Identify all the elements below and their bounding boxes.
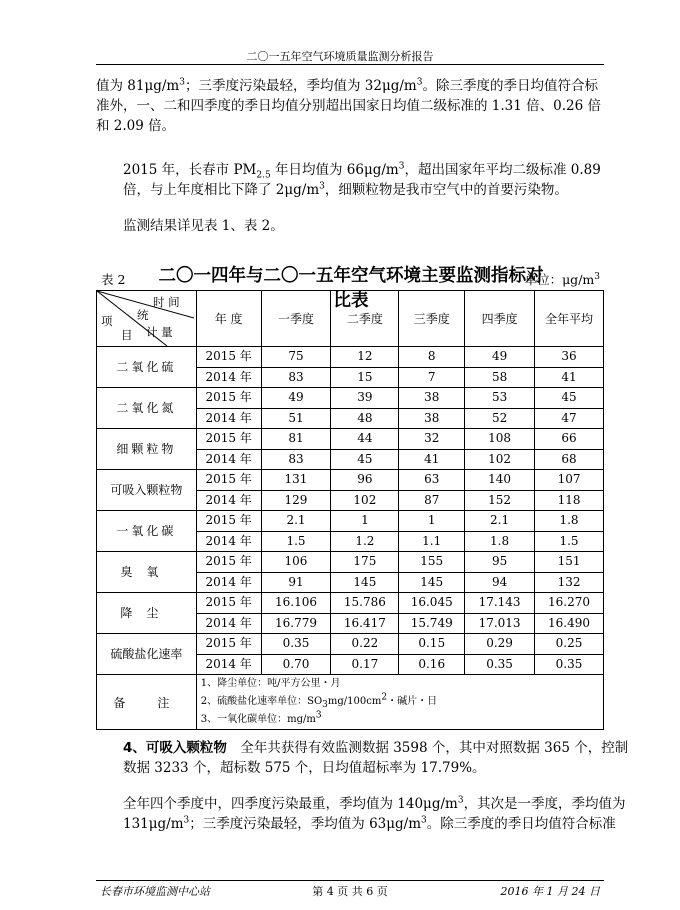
paragraph-5: 全年四个季度中，四季度污染最重，季均值为 $140\mu g/m^3$，其次是一季度，季均值为 $131\mu g/m^3$；三季度污染最轻，季均值为 $63\mu g/m^3$。除三季度的季日均值符合标准 [123, 795, 626, 832]
year-cell: 2015 年 [196, 347, 261, 368]
pollutant-name: 一氧化碳 [97, 511, 197, 552]
value-cell: 131 [261, 470, 331, 491]
notes-label: 备 注 [97, 675, 197, 730]
value-cell: 68 [535, 449, 604, 470]
value-cell: 15.786 [331, 593, 399, 614]
year-cell: 2015 年 [196, 388, 261, 409]
value-cell: 0.22 [331, 634, 399, 655]
pollutant-name: 可吸入颗粒物 [97, 470, 197, 511]
value-cell: 32 [399, 429, 465, 450]
value-cell: 155 [399, 552, 465, 573]
value-cell: 49 [261, 388, 331, 409]
year-cell: 2015 年 [196, 593, 261, 614]
diag-label-time: 时 间 [153, 295, 180, 309]
footer-page: 第 4 页 共 6 页 [312, 885, 388, 898]
value-cell: 152 [465, 490, 535, 511]
value-cell: 0.16 [399, 654, 465, 675]
value-cell: 175 [331, 552, 399, 573]
value-cell: 118 [535, 490, 604, 511]
value-cell: 7 [399, 367, 465, 388]
value-cell: 145 [399, 572, 465, 593]
value-cell: 16.270 [535, 593, 604, 614]
year-cell: 2015 年 [196, 634, 261, 655]
column-header: 四季度 [465, 291, 535, 347]
value-cell: 1.8 [465, 531, 535, 552]
value-cell: 36 [535, 347, 604, 368]
value-cell: 17.143 [465, 593, 535, 614]
diag-label-item: 项 [101, 314, 113, 328]
value-cell: 38 [399, 388, 465, 409]
value-cell: 0.29 [465, 634, 535, 655]
value-cell: 17.013 [465, 613, 535, 634]
value-cell: 66 [535, 429, 604, 450]
year-cell: 2014 年 [196, 408, 261, 429]
diag-label-stat: 统 [137, 308, 149, 322]
value-cell: 41 [399, 449, 465, 470]
value-cell: 12 [331, 347, 399, 368]
value-cell: 91 [261, 572, 331, 593]
paragraph-2: 2015 年，长春市 $PM_{2.5}$ 年日均值为 $66\mu g/m^3$，超出国家年平均二级标准 0.89 倍，与上年度相比下降了 $2\mu g/m^3$，细颗粒物是我市空气中的首要污染物。 [123, 161, 601, 198]
value-cell: 1 [331, 511, 399, 532]
notes-row [97, 675, 604, 730]
value-cell: 83 [261, 367, 331, 388]
value-cell: 0.70 [261, 654, 331, 675]
value-cell: 49 [465, 347, 535, 368]
pollutant-name: 臭氧 [97, 552, 197, 593]
value-cell: 106 [261, 552, 331, 573]
table-row [97, 511, 604, 532]
footer-rule [96, 880, 604, 881]
year-cell: 2015 年 [196, 429, 261, 450]
table-row [97, 634, 604, 655]
column-header: 三季度 [399, 291, 465, 347]
note-1: 1、降尘单位：吨/平方公里・月 [200, 678, 341, 689]
year-cell: 2015 年 [196, 511, 261, 532]
value-cell: 96 [331, 470, 399, 491]
paragraph-3: 监测结果详见表 1、表 2。 [123, 218, 284, 234]
value-cell: 75 [261, 347, 331, 368]
value-cell: 16.045 [399, 593, 465, 614]
value-cell: 1.8 [535, 511, 604, 532]
value-cell: 16.779 [261, 613, 331, 634]
value-cell: 8 [399, 347, 465, 368]
column-header: 一季度 [261, 291, 331, 347]
value-cell: 1 [399, 511, 465, 532]
note-3: 3、一氧化碳单位：$mg/m^3$ [200, 710, 322, 725]
table-unit: 单位：$\mu g/m^3$ [524, 271, 600, 287]
year-cell: 2014 年 [196, 490, 261, 511]
pollutant-name: 二氧化氮 [97, 388, 197, 429]
section-heading: 4、可吸入颗粒物 [123, 740, 227, 756]
diag-label-calc: 计 量 [146, 325, 173, 339]
value-cell: 58 [465, 367, 535, 388]
column-header: 年 度 [196, 291, 261, 347]
value-cell: 16.106 [261, 593, 331, 614]
value-cell: 102 [331, 490, 399, 511]
value-cell: 102 [465, 449, 535, 470]
value-cell: 81 [261, 429, 331, 450]
value-cell: 0.35 [535, 654, 604, 675]
footer-date: 2016 年 1 月 24 日 [500, 885, 600, 898]
value-cell: 0.35 [261, 634, 331, 655]
value-cell: 94 [465, 572, 535, 593]
value-cell: 44 [331, 429, 399, 450]
value-cell: 15 [331, 367, 399, 388]
notes-cell [196, 675, 603, 730]
value-cell: 53 [465, 388, 535, 409]
table-row [97, 552, 604, 573]
value-cell: 1.1 [399, 531, 465, 552]
value-cell: 2.1 [261, 511, 331, 532]
column-header: 全年平均 [535, 291, 604, 347]
table-row [97, 347, 604, 368]
value-cell: 63 [399, 470, 465, 491]
value-cell: 48 [331, 408, 399, 429]
diag-label-mu: 目 [121, 328, 133, 342]
pollutant-name: 硫酸盐化速率 [97, 634, 197, 675]
value-cell: 129 [261, 490, 331, 511]
value-cell: 1.5 [535, 531, 604, 552]
pollutant-name: 细颗粒物 [97, 429, 197, 470]
value-cell: 107 [535, 470, 604, 491]
value-cell: 16.417 [331, 613, 399, 634]
value-cell: 140 [465, 470, 535, 491]
table-label: 表 2 [101, 272, 126, 287]
page-header: 二〇一五年空气环境质量监测分析报告 [246, 50, 434, 63]
year-cell: 2015 年 [196, 470, 261, 491]
table-row [97, 388, 604, 409]
value-cell: 45 [331, 449, 399, 470]
year-cell: 2014 年 [196, 572, 261, 593]
value-cell: 52 [465, 408, 535, 429]
year-cell: 2014 年 [196, 613, 261, 634]
diagonal-header-cell [97, 291, 197, 347]
value-cell: 1.2 [331, 531, 399, 552]
value-cell: 51 [261, 408, 331, 429]
value-cell: 95 [465, 552, 535, 573]
value-cell: 0.25 [535, 634, 604, 655]
value-cell: 132 [535, 572, 604, 593]
year-cell: 2014 年 [196, 531, 261, 552]
value-cell: 0.17 [331, 654, 399, 675]
value-cell: 38 [399, 408, 465, 429]
value-cell: 0.15 [399, 634, 465, 655]
value-cell: 41 [535, 367, 604, 388]
table-row [97, 593, 604, 614]
value-cell: 87 [399, 490, 465, 511]
value-cell: 15.749 [399, 613, 465, 634]
value-cell: 2.1 [465, 511, 535, 532]
table-header-row [97, 291, 604, 347]
value-cell: 0.35 [465, 654, 535, 675]
paragraph-4: 4、可吸入颗粒物 全年共获得有效监测数据 3598 个，其中对照数据 365 个，控制数据 3233 个，超标数 575 个，日均值超标率为 17.79%。 [123, 740, 629, 776]
table-row [97, 429, 604, 450]
year-cell: 2014 年 [196, 449, 261, 470]
value-cell: 145 [331, 572, 399, 593]
table-row [97, 470, 604, 491]
value-cell: 47 [535, 408, 604, 429]
pollutant-name: 二氧化硫 [97, 347, 197, 388]
column-header: 二季度 [331, 291, 399, 347]
note-2: 2、硫酸盐化速率单位：$SO_3mg/100cm^2$・碱片・日 [200, 692, 438, 710]
comparison-table [96, 290, 604, 730]
year-cell: 2014 年 [196, 654, 261, 675]
footer-org: 长春市环境监测中心站 [100, 885, 210, 898]
paragraph-1: 值为 $81\mu g/m^3$；三季度污染最轻，季均值为 $32\mu g/m^3$。除三季度的季日均值符合标准外，一、二和四季度的季日均值分别超出国家日均值二级标准的 1.31 倍、0.26 倍和 2.09 倍。 [96, 77, 601, 134]
value-cell: 39 [331, 388, 399, 409]
value-cell: 45 [535, 388, 604, 409]
value-cell: 83 [261, 449, 331, 470]
year-cell: 2014 年 [196, 367, 261, 388]
value-cell: 151 [535, 552, 604, 573]
value-cell: 1.5 [261, 531, 331, 552]
year-cell: 2015 年 [196, 552, 261, 573]
header-rule [96, 64, 604, 65]
value-cell: 108 [465, 429, 535, 450]
table-title: 二〇一四年与二〇一五年空气环境主要监测指标对比表 [158, 266, 544, 311]
pollutant-name: 降尘 [97, 593, 197, 634]
value-cell: 16.490 [535, 613, 604, 634]
